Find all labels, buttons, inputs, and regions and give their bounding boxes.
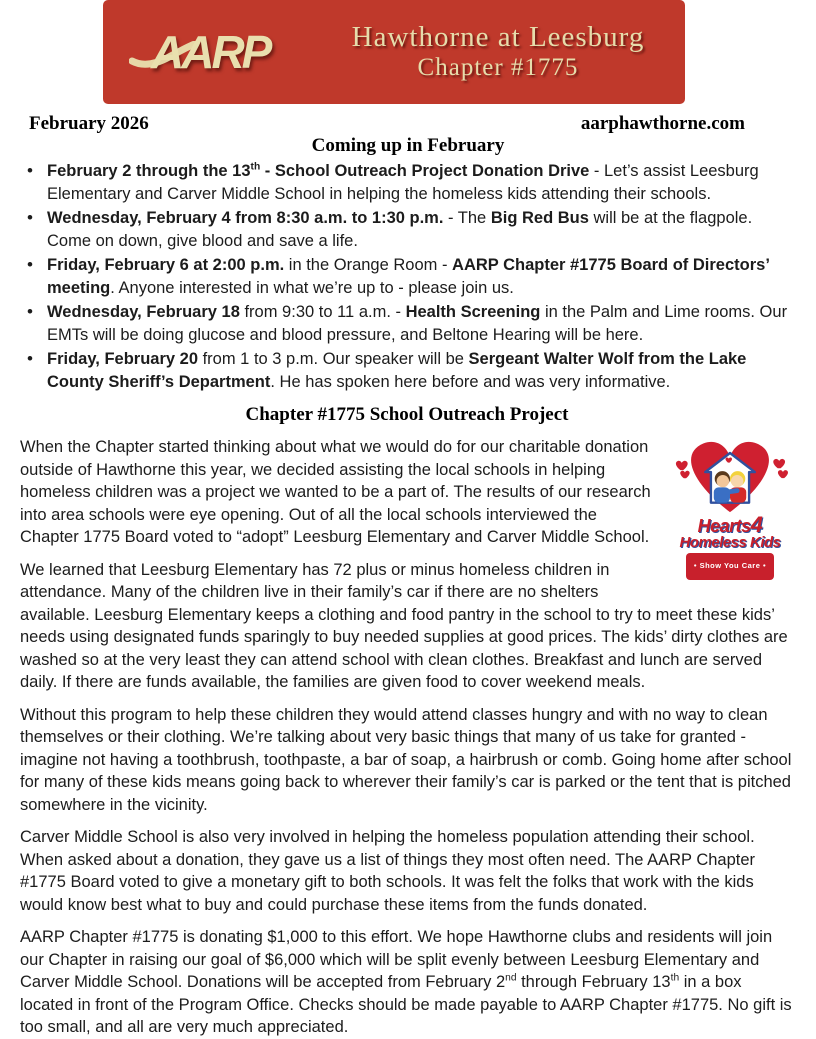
paragraph-leesburg-elementary: We learned that Leesburg Elementary has 72 plus or minus homeless children in attendance. Many of the children live in their family’s car if there are no shelters available. Leesburg Elementary keeps a clothing and food pantry in the school to try to meet these kids’ needs using designated funds sparingly to buy needed supplies at good prices. The kids’ dirty clothes are washed so at the very least they can attend school with clean clothes. Breakfast and lunch are served daily. If there are funds available, the families are given food to cover weekend meals. [20, 560, 788, 691]
logo-text-line1 [666, 512, 794, 537]
hearts4homelesskids-logo [666, 432, 794, 580]
header-row [29, 113, 745, 135]
event-text: February 2 through the 13th - School Outreach Project Donation Drive - Let’s assist Leesburg Elementary and Carver Middle School in helping the homeless kids attending their schools. [47, 161, 759, 203]
bullet-icon: • [27, 255, 33, 274]
banner-title-line2: Chapter #1775 [417, 54, 579, 82]
bullet-icon: • [27, 208, 33, 227]
logo-ribbon-text: • Show You Care • [686, 553, 774, 580]
paragraph-intro: When the Chapter started thinking about what we would do for our charitable donation outside of Hawthorne this year, we decided assisting the local schools in helping homeless children was a project we wanted to be a part of. The results of our research into area schools were eye opening. Out of all the local schools interviewed the Chapter 1775 Board voted to “adopt” Leesburg Elementary and Carver Middle School. [20, 438, 651, 546]
website-url: aarphawthorne.com [580, 113, 745, 134]
coming-up-heading: Coming up in February [311, 135, 505, 156]
aarp-swoosh-icon [129, 41, 199, 69]
event-text: Friday, February 20 from 1 to 3 p.m. Our speaker will be Sergeant Walter Wolf from the Lake County Sheriff’s Department. He has spoken here before and was very informative. [47, 350, 747, 391]
event-item-big-red-bus [20, 207, 794, 253]
newsletter-banner [103, 0, 685, 104]
event-text: Wednesday, February 4 from 8:30 a.m. to 1:30 p.m. - The Big Red Bus will be at the flagpole. Come on down, give blood and save a life. [47, 209, 753, 250]
aarp-logo-text: AARP [151, 26, 270, 78]
bullet-icon: • [27, 161, 33, 180]
issue-date: February 2026 [29, 113, 149, 134]
event-item-donation-drive [20, 160, 794, 206]
logo-number-4: 4 [750, 512, 763, 537]
event-text: Wednesday, February 18 from 9:30 to 11 a.m. - Health Screening in the Palm and Lime rooms. Our EMTs will be doing glucose and blood pressure, and Beltone Hearing will be here. [47, 303, 788, 344]
article-heading: Chapter #1775 School Outreach Project [245, 404, 569, 425]
events-list [20, 160, 794, 394]
paragraph-donation: AARP Chapter #1775 is donating $1,000 to this effort. We hope Hawthorne clubs and residents will join our Chapter in raising our goal of $6,000 which will be split evenly between Leesburg Elementary and Carver Middle School. Donations will be accepted from February 2nd through February 13th in a box located in front of the Program Office. Checks should be made payable to AARP Chapter #1775. No gift is too small, and all are very much appreciated. [20, 928, 792, 1036]
logo-text-line2: Homeless Kids [679, 534, 781, 551]
aarp-logo [151, 25, 321, 79]
event-item-speaker [20, 348, 794, 394]
banner-titles [321, 21, 685, 83]
event-item-board-meeting [20, 254, 794, 300]
paragraph-without-program: Without this program to help these children they would attend classes hungry and with no way to clean themselves or their clothing. We’re talking about very basic things that many of us take for granted - imagine not having a toothbrush, toothpaste, a bar of soap, a hairbrush or comb. Going home after school for many of these kids means going back to wherever their family’s car is parked or the tent that is pitched somewhere in the vicinity. [20, 705, 792, 814]
banner-title-line1: Hawthorne at Leesburg [351, 20, 645, 53]
event-item-health-screening [20, 301, 794, 347]
event-text: Friday, February 6 at 2:00 p.m. in the Orange Room - AARP Chapter #1775 Board of Directors’ meeting. Anyone interested in what we’re up to - please join us. [47, 256, 769, 297]
outreach-article [20, 404, 794, 1039]
bullet-icon: • [27, 349, 33, 368]
bullet-icon: • [27, 302, 33, 321]
paragraph-carver-middle: Carver Middle School is also very involved in helping the homeless population attending their school. When asked about a donation, they gave us a list of things they most often need. The AARP Chapter #1775 Board voted to give a monetary gift to both schools. It was felt the folks that work with the kids would know best what to buy and could purchase these items from the funds donated. [20, 828, 756, 914]
logo-word-hearts: Hearts [697, 516, 751, 536]
hearts4homelesskids-heart-icon [672, 432, 788, 516]
